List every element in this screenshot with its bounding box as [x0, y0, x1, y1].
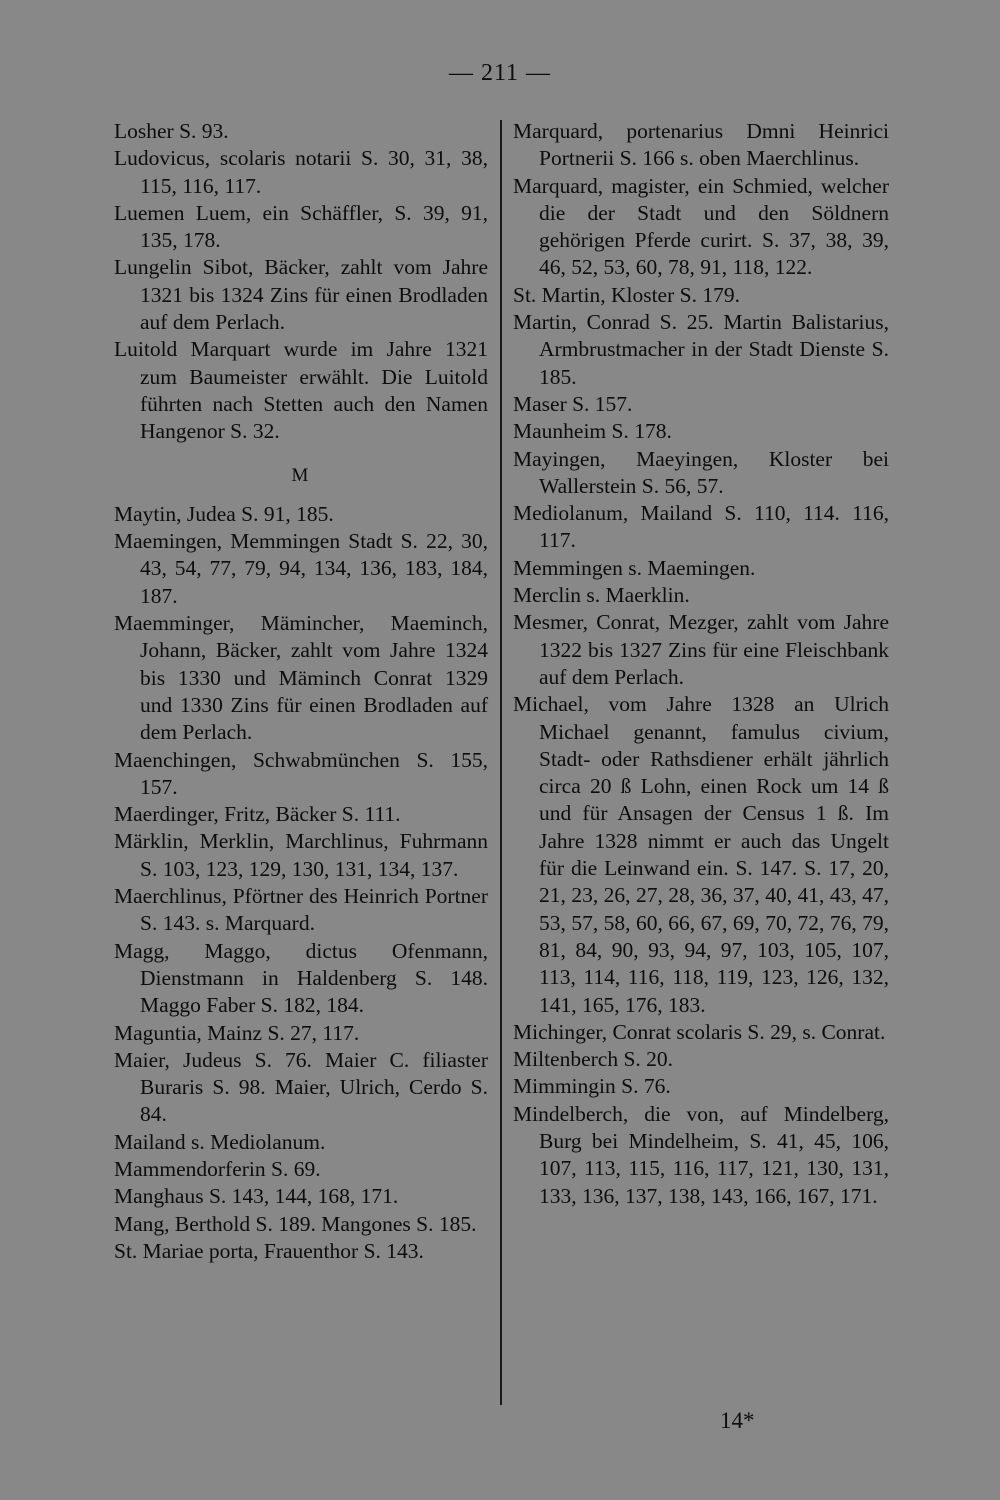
index-entry: Mesmer, Conrat, Mezger, zahlt vom Jahre 1322 bis 1327 Zins für eine Fleischbank auf dem Perlach.	[513, 610, 889, 689]
index-entry: Marquard, magister, ein Schmied, welcher die der Stadt und den Söldnern gehörigen Pferde curirt. S. 37, 38, 39, 46, 52, 53, 60, 78, 91, 118, 122.	[513, 173, 889, 280]
index-entry: Maenchingen, Schwabmünchen S. 155, 157.	[114, 747, 488, 799]
index-entry: Manghaus S. 143, 144, 168, 171.	[114, 1184, 399, 1209]
index-entry: Maguntia, Mainz S. 27, 117.	[114, 1020, 360, 1045]
index-entry: Mediolanum, Mailand S. 110, 114. 116, 117.	[513, 501, 889, 553]
page-number: — 211 —	[448, 60, 552, 86]
index-entry: Ludovicus, scolaris notarii S. 30, 31, 38, 115, 116, 117.	[114, 146, 488, 198]
index-entry: Maemminger, Mämincher, Maeminch, Johann, Bäcker, zahlt vom Jahre 1324 bis 1330 und Mäminch Conrat 1329 und 1330 Zins für einen Brodladen auf dem Perlach.	[114, 611, 488, 745]
index-entry: Memmingen s. Maemingen.	[513, 555, 756, 580]
index-entry: Merclin s. Maerklin.	[513, 583, 690, 608]
index-entry: Lungelin Sibot, Bäcker, zahlt vom Jahre 1321 bis 1324 Zins für einen Brodladen auf dem Perlach.	[114, 255, 488, 335]
index-entry: Martin, Conrad S. 25. Martin Balistarius, Armbrustmacher in der Stadt Dienste S. 185.	[513, 310, 889, 389]
index-entry: Märklin, Merklin, Marchlinus, Fuhrmann S. 103, 123, 129, 130, 131, 134, 137.	[114, 829, 488, 881]
index-entry: Mimmingin S. 76.	[513, 1074, 671, 1099]
index-entry: Mammendorferin S. 69.	[114, 1156, 321, 1181]
index-entry: Luitold Marquart wurde im Jahre 1321 zum Baumeister erwählt. Die Luitold führten nach Stetten auch den Namen Hangenor S. 32.	[114, 337, 488, 444]
left-column	[114, 118, 488, 1265]
index-entry: Mang, Berthold S. 189. Mangones S. 185.	[114, 1211, 477, 1236]
index-entry: Michael, vom Jahre 1328 an Ulrich Michael genannt, famulus civium, Stadt- oder Rathsdiener erhält jährlich circa 20 ß Lohn, einen Rock um 14 ß und für Ansagen der Census 1 ß. Im Jahre 1328 nimmt er auch das Ungelt für die Leinwand ein. S. 147. S. 17, 20, 21, 23, 26, 27, 28, 36, 37, 40, 41, 43, 47, 53, 57, 58, 60, 66, 67, 69, 70, 72, 76, 79, 81, 84, 90, 93, 94, 97, 103, 105, 107, 113, 114, 116, 118, 119, 123, 126, 132, 141, 165, 176, 183.	[513, 692, 889, 1017]
index-entry: Maytin, Judea S. 91, 185.	[114, 501, 334, 526]
index-entry: Mindelberch, die von, auf Mindelberg, Burg bei Mindelheim, S. 41, 45, 106, 107, 113, 115, 116, 117, 121, 130, 131, 133, 136, 137, 138, 143, 166, 167, 171.	[513, 1101, 889, 1208]
index-entry: Marquard, portenarius Dmni Heinrici Portnerii S. 166 s. oben Maerchlinus.	[513, 119, 889, 171]
index-entry: Maser S. 157.	[513, 391, 633, 416]
column-divider	[500, 120, 502, 1405]
index-entry: Luemen Luem, ein Schäffler, S. 39, 91, 135, 178.	[114, 200, 488, 253]
index-entry: Maunheim S. 178.	[513, 419, 672, 444]
section-letter-heading: M	[291, 464, 311, 486]
index-entry: St. Martin, Kloster S. 179.	[513, 282, 740, 307]
index-entry: Maier, Judeus S. 76. Maier C. filiaster Buraris S. 98. Maier, Ulrich, Cerdo S. 84.	[114, 1047, 488, 1127]
signature-mark: 14*	[720, 1408, 755, 1433]
right-column	[513, 118, 889, 1210]
index-entry: Maemingen, Memmingen Stadt S. 22, 30, 43, 54, 77, 79, 94, 134, 136, 183, 184, 187.	[114, 529, 488, 608]
index-entry: Magg, Maggo, dictus Ofenmann, Dienstmann in Haldenberg S. 148. Maggo Faber S. 182, 184.	[114, 938, 488, 1018]
index-entry: Maerchlinus, Pförtner des Heinrich Portner S. 143. s. Marquard.	[114, 884, 488, 936]
index-entry: Miltenberch S. 20.	[513, 1047, 674, 1072]
index-entry: Maerdinger, Fritz, Bäcker S. 111.	[114, 802, 401, 827]
index-entry: Mayingen, Maeyingen, Kloster bei Wallerstein S. 56, 57.	[513, 446, 889, 498]
index-entry: Losher S. 93.	[114, 119, 229, 143]
index-entry: St. Mariae porta, Frauenthor S. 143.	[114, 1238, 424, 1263]
index-entry: Michinger, Conrat scolaris S. 29, s. Conrat.	[513, 1019, 886, 1044]
index-entry: Mailand s. Mediolanum.	[114, 1129, 326, 1154]
